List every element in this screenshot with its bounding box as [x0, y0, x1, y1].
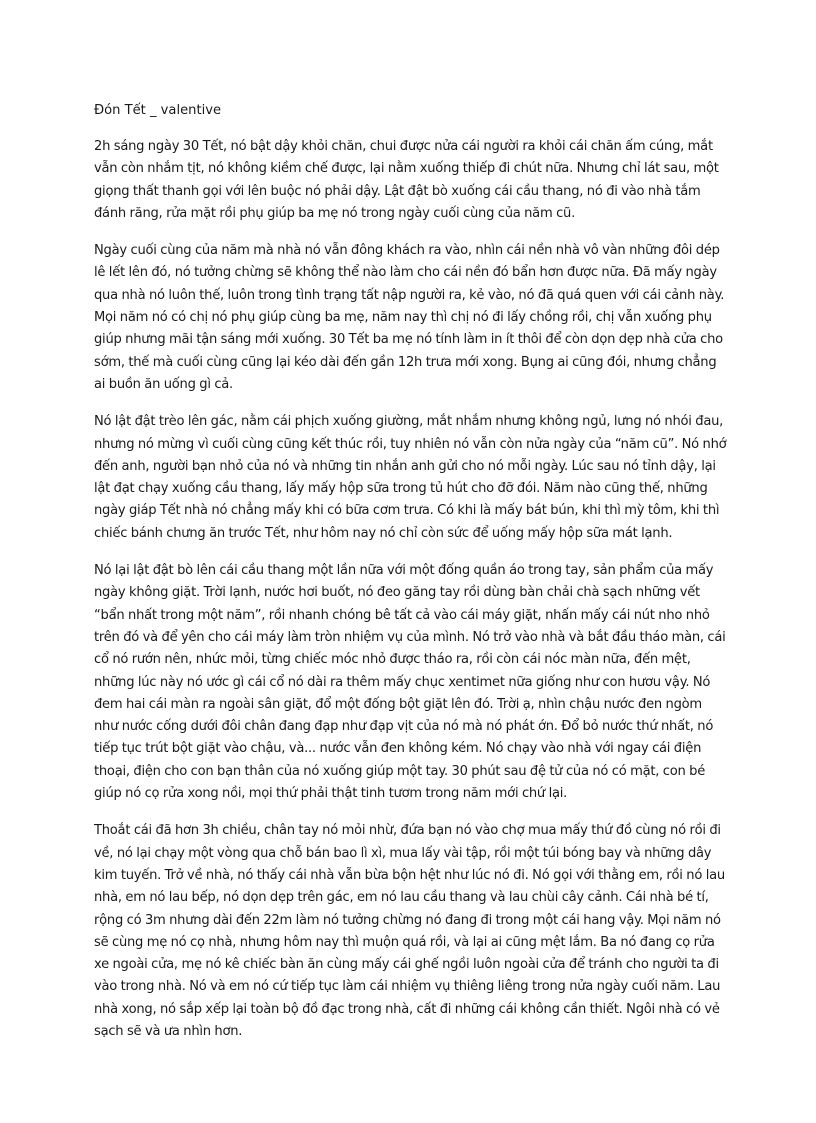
paragraph-2: Ngày cuối cùng của năm mà nhà nó vẫn đông khách ra vào, nhìn cái nền nhà vô vàn những đôi dép lê lết lên đó, nó tưởng chừng sẽ không thể nào làm cho cái nền đó bẩn hơn được nữa. Đã mấy ngày qua nhà nó luôn thế, luôn trong tình trạng tất nập người ra, kẻ vào, nó đã quá quen với cái cảnh này. Mọi năm nó có chị nó phụ giúp cùng ba mẹ, năm nay thì chị nó đi lấy chồng rồi, chị vẫn xuống phụ giúp nhưng mãi tận sáng mới xuống. 30 Tết ba mẹ nó tính làm in ít thôi để còn dọn dẹp nhà cửa cho sớm, thế mà cuối cùng cũng lại kéo dài đến gần 12h trưa mới xong. Bụng ai cũng đói, nhưng chẳng ai buồn ăn uống gì cả. — [94, 243, 725, 392]
paragraph-5: Thoắt cái đã hơn 3h chiều, chân tay nó mỏi nhừ, đứa bạn nó vào chợ mua mấy thứ đồ cùng nó rồi đi về, nó lại chạy một vòng qua chỗ bán bao lì xì, mua lấy vài tập, rồi một túi bóng bay và những dây kim tuyến. Trở về nhà, nó thấy cái nhà vẫn bừa bộn hệt như lúc nó đi. Nó gọi với thằng em, rồi nó lau nhà, em nó lau bếp, nó dọn dẹp trên gác, em nó lau cầu thang và lau chùi cây cảnh. Cái nhà bé tí, rộng có 3m nhưng dài đến 22m làm nó tưởng chừng nó đang đi trong một cái hang vậy. Mọi năm nó sẽ cùng mẹ nó cọ nhà, nhưng hôm nay thì muộn quá rồi, và lại ai cũng mệt lắm. Ba nó đang cọ rửa xe ngoài cửa, mẹ nó kê chiếc bàn ăn cùng mấy cái ghế ngồi luôn ngoài cửa để tránh cho người ta đi vào trong nhà. Nó và em nó cứ tiếp tục làm cái nhiệm vụ thiêng liêng trong nửa ngày cuối năm. Lau nhà xong, nó sắp xếp lại toàn bộ đồ đạc trong nhà, cất đi những cái không cần thiết. Ngôi nhà có vẻ sạch sẽ và ưa nhìn hơn. — [94, 823, 725, 1039]
document-title: Đón Tết _ valentive — [94, 103, 222, 118]
paragraph-4: Nó lại lật đật bò lên cái cầu thang một lần nữa với một đống quần áo trong tay, sản phẩm của mấy ngày không giặt. Trời lạnh, nước hơi buốt, nó đeo găng tay rồi dùng bàn chải chà sạch những vết “bẩn nhất trong một năm”, rồi nhanh chóng bê tất cả vào cái máy giặt, nhấn mấy cái nút nho nhỏ trên đó và để yên cho cái máy làm tròn nhiệm vụ của mình. Nó trở vào nhà và bắt đầu tháo màn, cái cổ nó rướn nên, nhức mỏi, từng chiếc móc nhỏ được tháo ra, rồi còn cái nóc màn nữa, đến mệt, những lúc này nó ước gì cái cổ nó dài ra thêm mấy chục xentimet nữa giống như con hươu vậy. Nó đem hai cái màn ra ngoài sân giặt, đổ một đống bột giặt lên đó. Trời ạ, nhìn chậu nước đen ngòm như nước cống dưới đôi chân đang đạp như đạp vịt của nó mà nó phát ớn. Đổ bỏ nước thứ nhất, nó tiếp tục trút bột giặt vào chậu, và... nước vẫn đen không kém. Nó chạy vào nhà với ngay cái điện thoại, điện cho con bạn thân của nó xuống giúp một tay. 30 phút sau đệ tử của nó có mặt, con bé giúp nó cọ rửa xong nồi, mọi thứ phải thật tinh tươm trong năm mới chứ lại. — [94, 563, 726, 802]
paragraph-1: 2h sáng ngày 30 Tết, nó bật dậy khỏi chăn, chui được nửa cái người ra khỏi cái chăn ấm cúng, mắt vẫn còn nhắm tịt, nó không kiềm chế được, lại nằm xuống thiếp đi chút nữa. Nhưng chỉ lát sau, một giọng thất thanh gọi với lên buộc nó phải dậy. Lật đật bò xuống cái cầu thang, nó đi vào nhà tắm đánh răng, rửa mặt rồi phụ giúp ba mẹ nó trong ngày cuối cùng của năm cũ. — [94, 139, 719, 221]
paragraph-3: Nó lật đật trèo lên gác, nằm cái phịch xuống giường, mắt nhắm nhưng không ngủ, lưng nó nhói đau, nhưng nó mừng vì cuối cùng cũng kết thúc rồi, tuy nhiên nó vẫn còn nửa ngày của “năm cũ”. Nó nhớ đến anh, người bạn nhỏ của nó và những tin nhắn anh gửi cho nó mỗi ngày. Lúc sau nó tỉnh dậy, lại lật đạt chạy xuống cầu thang, lấy mấy hộp sữa trong tủ hút cho đỡ đói. Năm nào cũng thế, những ngày giáp Tết nhà nó chẳng mấy khi có bữa cơm trưa. Có khi là mấy bát bún, khi thì mỳ tôm, khi thì chiếc bánh chưng ăn trước Tết, như hôm nay nó chỉ còn sức để uống mấy hộp sữa mát lạnh. — [94, 414, 727, 541]
